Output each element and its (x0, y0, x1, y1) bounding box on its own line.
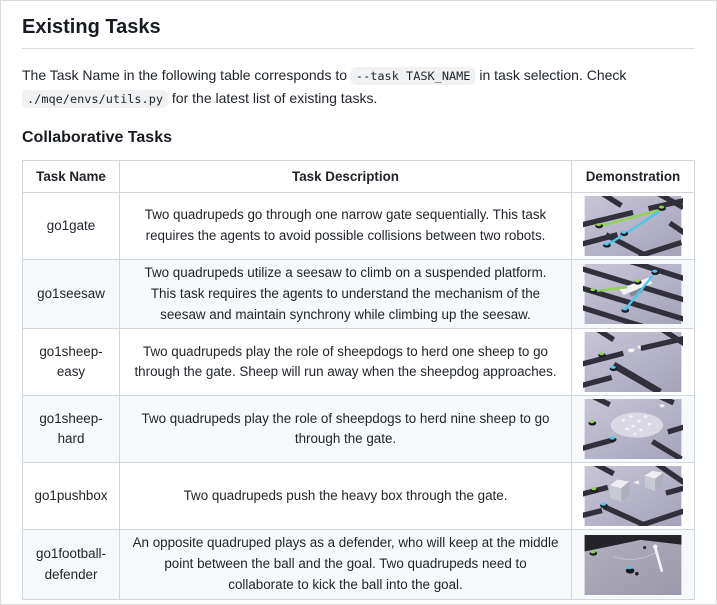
task-name-cell: go1sheep-hard (23, 396, 120, 463)
intro-text-3: for the latest list of existing tasks. (168, 90, 378, 107)
demo-cell (572, 396, 695, 463)
table-row-go1pushbox (23, 463, 695, 530)
intro-paragraph (22, 64, 695, 110)
demo-cell (572, 530, 695, 599)
column-header-task-description: Task Description (120, 161, 572, 193)
intro-text-2: in task selection. Check (475, 67, 627, 83)
column-header-task-name: Task Name (23, 161, 120, 193)
demo-cell (572, 260, 695, 329)
task-name-cell: go1gate (23, 193, 120, 260)
go1pushbox-demo-icon (583, 466, 683, 526)
task-description-cell: Two quadrupeds go through one narrow gate sequentially. This task requires the agents to avoid possible collisions between two robots. (120, 193, 572, 260)
go1sheep-easy-demo-icon (583, 332, 683, 392)
go1seesaw-demo-icon (583, 264, 683, 324)
task-name-cell: go1football-defender (23, 530, 120, 599)
inline-code-utils-path: ./mqe/envs/utils.py (22, 90, 168, 108)
task-description-cell: An opposite quadruped plays as a defender, who will keep at the middle point between the ball and the goal. Two quadrupeds need to collaborate to kick the ball into the goal. (120, 530, 572, 599)
tasks-table (22, 160, 695, 600)
task-description-cell: Two quadrupeds push the heavy box through the gate. (120, 463, 572, 530)
task-name-cell: go1sheep-easy (23, 329, 120, 396)
table-row-go1football-defender (23, 530, 695, 599)
demo-cell (572, 329, 695, 396)
task-name-cell: go1seesaw (23, 260, 120, 329)
task-name-cell: go1pushbox (23, 463, 120, 530)
task-description-cell: Two quadrupeds play the role of sheepdogs to herd one sheep to go through the gate. Sheep will run away when the sheepdog approaches. (120, 329, 572, 396)
task-description-cell: Two quadrupeds play the role of sheepdogs to herd nine sheep to go through the gate. (120, 396, 572, 463)
table-row-go1gate (23, 193, 695, 260)
demo-cell (572, 193, 695, 260)
go1sheep-hard-demo-icon (583, 399, 683, 459)
table-row-go1seesaw (23, 260, 695, 329)
page-title: Existing Tasks (22, 15, 695, 49)
demo-cell (572, 463, 695, 530)
section-title-collaborative-tasks: Collaborative Tasks (22, 129, 172, 147)
table-row-go1sheep-easy (23, 329, 695, 396)
inline-code-task-flag: --task TASK_NAME (351, 67, 476, 85)
table-header-row (23, 161, 695, 193)
task-description-cell: Two quadrupeds utilize a seesaw to climb on a suspended platform. This task requires the agents to understand the mechanism of the seesaw and maintain synchrony while climbing up the seesaw. (120, 260, 572, 329)
go1football-defender-demo-icon (583, 535, 683, 595)
intro-text-1: The Task Name in the following table corresponds to (22, 67, 351, 83)
table-row-go1sheep-hard (23, 396, 695, 463)
column-header-demonstration: Demonstration (572, 161, 695, 193)
go1gate-demo-icon (583, 196, 683, 256)
